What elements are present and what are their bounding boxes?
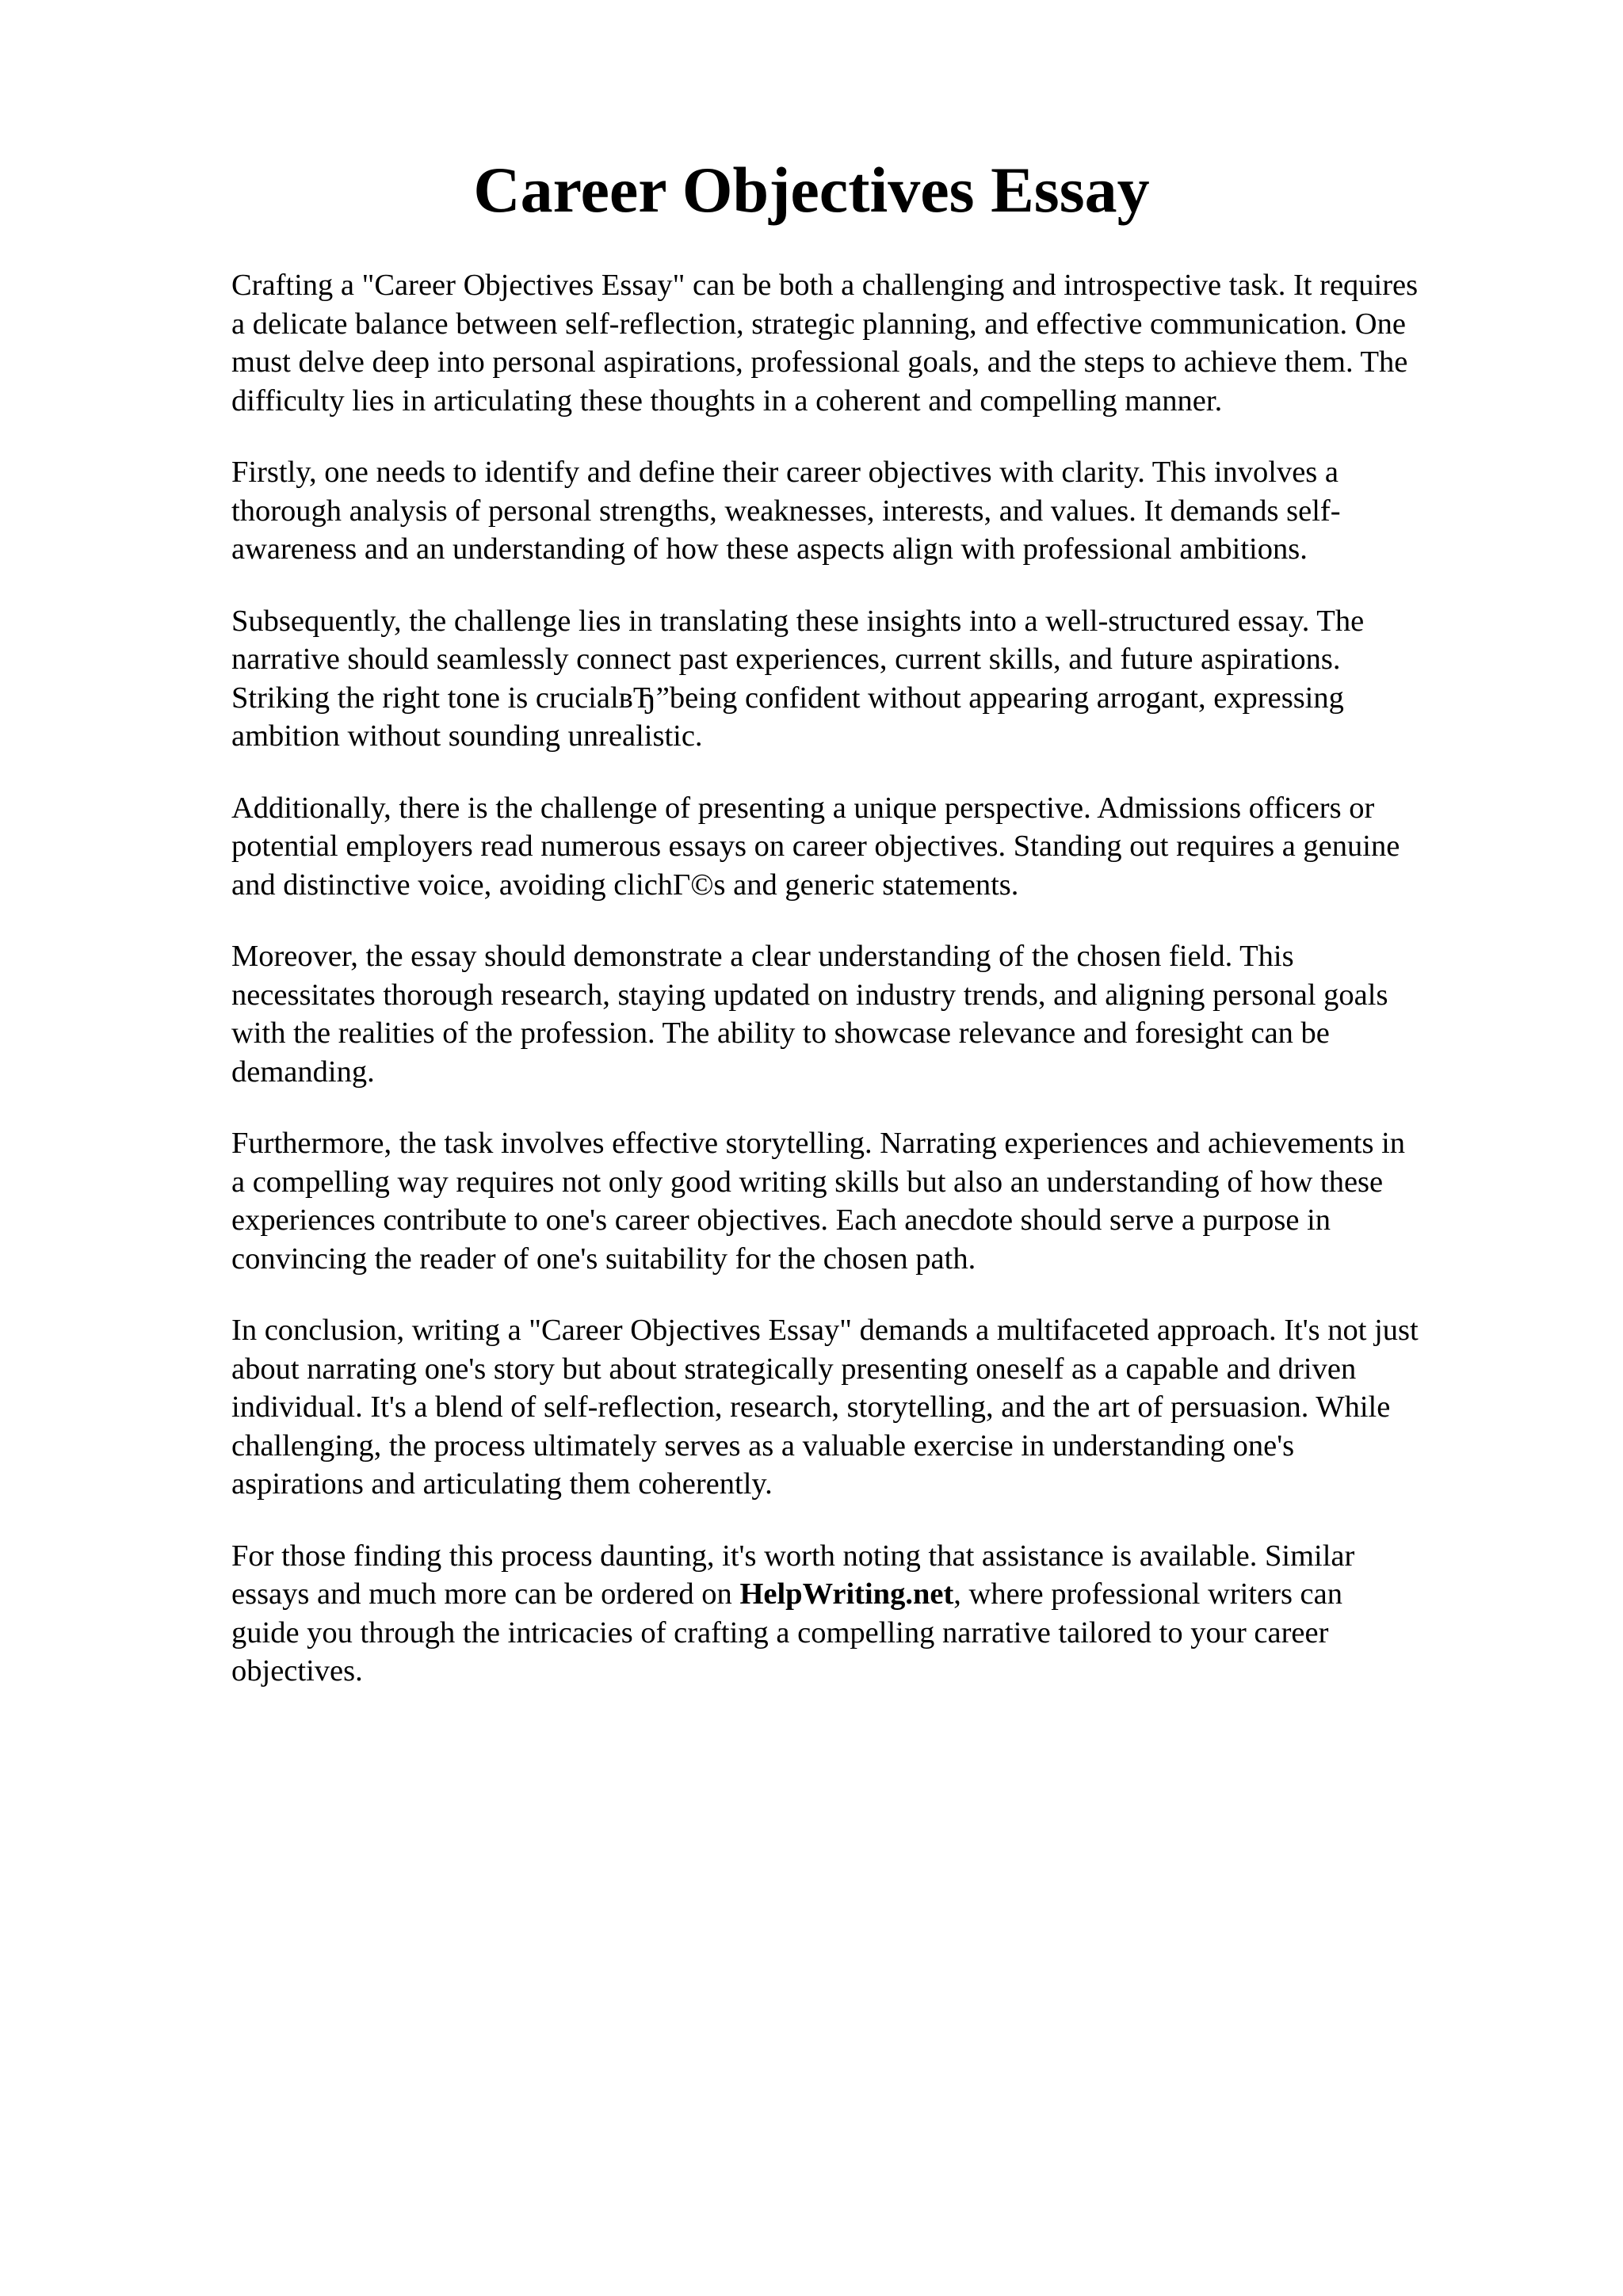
paragraph-8 — [231, 1537, 1531, 1691]
paragraph-line: Crafting a "Career Objectives Essay" can be both a challenging and introspective task. It requires — [231, 269, 1419, 302]
paragraph-line: narrative should seamlessly connect past experiences, current skills, and future aspirations. — [231, 643, 1341, 676]
paragraph-2 — [231, 453, 1531, 569]
paragraph-line: a delicate balance between self-reflection, strategic planning, and effective communication. One — [231, 307, 1406, 341]
paragraph-line: demanding. — [231, 1055, 375, 1089]
paragraph-line: experiences contribute to one's career objectives. Each anecdote should serve a purpose in — [231, 1203, 1331, 1237]
paragraph-line: potential employers read numerous essays on career objectives. Standing out requires a genuine — [231, 830, 1400, 863]
essay-body — [231, 266, 1531, 1724]
paragraph-line: Additionally, there is the challenge of presenting a unique perspective. Admissions officers or — [231, 791, 1375, 825]
paragraph-6 — [231, 1124, 1531, 1278]
paragraph-line: In conclusion, writing a "Career Objectives Essay" demands a multifaceted approach. It's not just — [231, 1314, 1419, 1347]
paragraph-text: essays and much more can be ordered on — [231, 1577, 740, 1611]
paragraph-line: thorough analysis of personal strengths, weaknesses, interests, and values. It demands self- — [231, 494, 1341, 528]
paragraph-line: ambition without sounding unrealistic. — [231, 719, 703, 753]
helpwriting-link[interactable]: HelpWriting.net — [739, 1577, 954, 1611]
paragraph-line: necessitates thorough research, staying updated on industry trends, and aligning personal goals — [231, 978, 1388, 1012]
paragraph-line — [231, 1575, 1531, 1614]
paragraph-4 — [231, 789, 1531, 905]
paragraph-line: with the realities of the profession. The ability to showcase relevance and foresight can be — [231, 1016, 1330, 1050]
paragraph-line: difficulty lies in articulating these thoughts in a coherent and compelling manner. — [231, 383, 1223, 418]
paragraph-line: individual. It's a blend of self-reflection, research, storytelling, and the art of persuasion. While — [231, 1390, 1391, 1424]
paragraph-line: Subsequently, the challenge lies in translating these insights into a well-structured essay. The — [231, 604, 1365, 638]
paragraph-7 — [231, 1311, 1531, 1504]
paragraph-5 — [231, 937, 1531, 1091]
paragraph-line: and distinctive voice, avoiding clichГ©s and generic statements. — [231, 868, 1019, 902]
paragraph-line: awareness and an understanding of how these aspects align with professional ambitions. — [231, 532, 1308, 566]
paragraph-line: For those finding this process daunting, it's worth noting that assistance is available. Similar — [231, 1539, 1355, 1573]
paragraph-line: a compelling way requires not only good writing skills but also an understanding of how these — [231, 1165, 1384, 1199]
paragraph-line: challenging, the process ultimately serves as a valuable exercise in understanding one's — [231, 1428, 1295, 1463]
paragraph-3 — [231, 602, 1531, 756]
paragraph-line: Furthermore, the task involves effective storytelling. Narrating experiences and achievements in — [231, 1127, 1406, 1160]
paragraph-line: objectives. — [231, 1654, 363, 1688]
paragraph-line: convincing the reader of one's suitability for the chosen path. — [231, 1241, 976, 1276]
paragraph-line: about narrating one's story but about strategically presenting oneself as a capable and driven — [231, 1352, 1357, 1386]
paragraph-text: , where professional writers can — [953, 1577, 1342, 1611]
paragraph-line: Moreover, the essay should demonstrate a clear understanding of the chosen field. This — [231, 940, 1294, 973]
paragraph-line: must delve deep into personal aspirations, professional goals, and the steps to achieve them. The — [231, 345, 1408, 379]
paragraph-line: Striking the right tone is crucialвЂ”being confident without appearing arrogant, expressing — [231, 681, 1344, 715]
paragraph-line: guide you through the intricacies of crafting a compelling narrative tailored to your career — [231, 1615, 1329, 1650]
document-title: Career Objectives Essay — [473, 154, 1150, 226]
paragraph-1 — [231, 266, 1531, 420]
paragraph-line: Firstly, one needs to identify and define their career objectives with clarity. This involves a — [231, 456, 1338, 489]
paragraph-line: aspirations and articulating them coherently. — [231, 1467, 773, 1501]
